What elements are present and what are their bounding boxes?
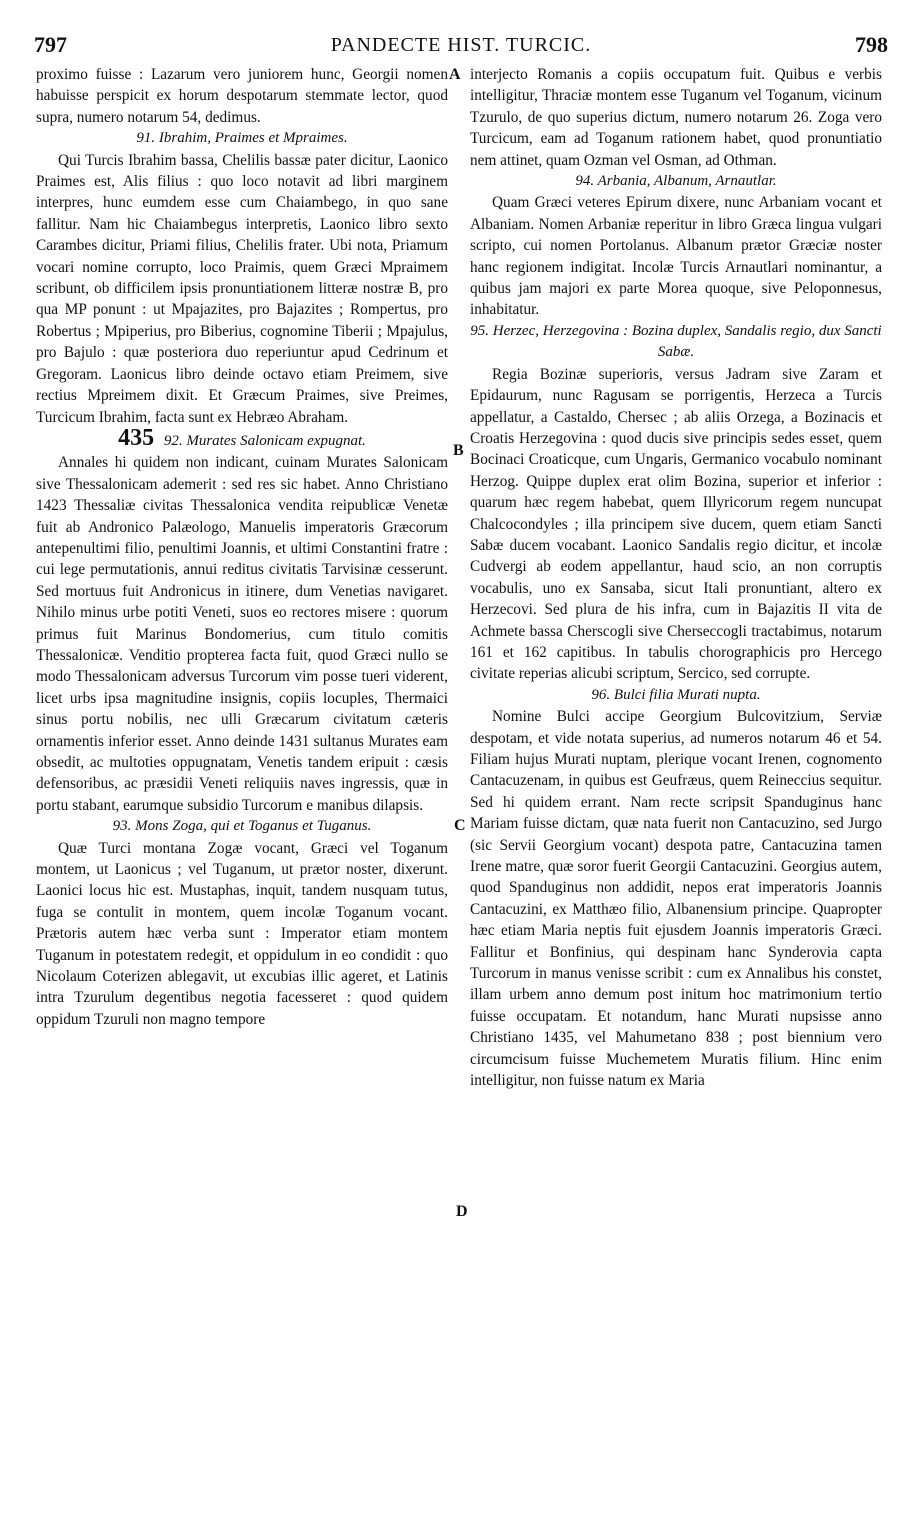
section-heading-95: 95. Herzec, Herzegovina : Bozina duplex, Sandalis regio, dux Sancti Sabæ. — [470, 322, 882, 361]
paragraph: Qui Turcis Ibrahim bassa, Chelilis bassæ pater dicitur, Laonico Praimes est, Alis filius : quo loco notavit ad libri marginem interpres, hunc eumdem esse cum Chaiambego, in quo sane fallitur. Nam hic Chaiambegus interpretis, Laonico libro sexto Carambes dicitur, Priami filius, Chelilis frater. Ubi nota, Priamum vocari nomine corrupto, loco Praimis, quem Græci Mpraimem scribunt, ob difficilem ipsis pronuntiationem litteræ nostræ B, pro qua MP ponunt : ut Mpajazites, pro Bajazites ; Rompertus, pro Robertus ; Mpiperius, pro Biberius, cognomine Tiberii ; Mpajulus, pro Bajulo : quæ posteriora duo reperiuntur apud Cedrinum et Gregoram. Laonicus libro deinde octavo etiam Preimem, sive rectius Mpreimem dixit. Et Græcum Praimes, sive Preimes, Turcicum Ibrahim, facta sunt ex Hebræo Abraham. — [36, 151, 448, 426]
margin-marker-c: C — [454, 817, 466, 834]
paragraph: Annales hi quidem non indicant, cuinam Murates Salonicam sive Thessalonicam ademerit : sed res sic habet. Anno Christiano 1423 Thessaliæ civitas Thessalonica vendita reipublicæ Venetæ fuit ab Andronico Palæologo, Manuelis imperatoris Græcorum antepenultimi filio, penultimi Joannis, et ultimi Constantini fratre : cui lege permutationis, annui reditus civitatis Tarvisinæ cesserunt. Sed mortuus fuit Andronicus in itinere, dum Venetias navigaret. Nihilo minus urbe potiti Veneti, suos eo rectores misere : quorum primus fuit Marinus Bondomerius, cum titulo comitis Thessalonicæ. Venditio propterea facta fuit, quod Græci nullo se modo Thessalonicam adversus Turcorum vim posse tueri viderent, licet urbs ipsa magnitudine insignis, copiis locuples, Thermaici sinus portu nobilis, nec ulli Græcarum civitatum cæteris ornamentis inferior esset. Anno deinde 1431 sultanus Murates eam obsedit, ac multoties oppugnatam, Venetis tandem eripuit : cæsis defensoribus, ac præsidii Veneti reliquiis naves ingressis, quæ in portu stabant, earumque subsidio Turcorum e manibus dilapsis. — [36, 454, 448, 814]
paragraph: Quæ Turci montana Zogæ vocant, Græci vel Toganum montem, ut Laonicus ; vel Tuganum, ut prætor noster, dixerunt. Laonici locus hic est. Mustaphas, inquit, tandem nusquam tutus, fuga se contulit in montem, quem incolæ Toganum vocant. Prætoris autem hæc verba sunt : Imperator etiam montem Tuganum in potestatem redegit, et oppidulum in eo condidit : quo Nicolaum Coterizen ablegavit, ut excubias illic ageret, et Latinis intra Tzurulum degentibus negotia facesseret : quod quidem oppidum Tzuruli non magno tempore — [36, 839, 448, 1028]
left-column — [36, 64, 448, 1030]
paragraph: interjecto Romanis a copiis occupatum fuit. Quibus e verbis intelligitur, Thraciæ montem esse Tuganum vel Toganum, vicinum Tzurulo, de quo superius dictum, numero notarum 26. Zoga vero Turcicum, eam ad Toganum rationem habet, quod pronuntiatio nem attinet, quam Ozman vel Osman, ad Othman. — [470, 66, 882, 169]
paragraph: proximo fuisse : Lazarum vero juniorem hunc, Georgii nomen habuisse perspicit ex horum despotarum stemmate lector, quod supra, numero notarum 54, dedimus. — [36, 66, 448, 126]
section-heading-92 — [36, 424, 448, 452]
margin-marker-b: B — [453, 442, 464, 459]
page-number-left: 797 — [34, 32, 67, 57]
section-heading-94: 94. Arbania, Albanum, Arnautlar. — [575, 173, 777, 190]
paragraph: Quam Græci veteres Epirum dixere, nunc Arbaniam vocant et Albaniam. Nomen Arbaniæ reperitur in libro Græca lingua vulgari scripto, cui nomen Portolanus. Albanum prætor Græciæ noster hanc regionem indigitat. Incolæ Turcis Arnautlari nominantur, a quibus jam majori ex parte Morea quoque, sive Peloponnesus, inhabitatur. — [470, 194, 882, 319]
margin-number: 435 — [118, 424, 155, 451]
margin-marker-a: A — [449, 66, 461, 83]
paragraph: Regia Bozinæ superioris, versus Jadram sive Zaram et Epidaurum, nunc Ragusam se porrigentis, Herzeca a Turcis appellatur, a Castaldo, Chersec ; ab aliis Orzega, a Bozinacis et Croatis Herzegovina : quod ducis sive principis sedes esset, quem Bocinaci Croaticque, cum Ungaris, Germanico vocabulo nominant Herzog. Quippe duplex erat olim Bozina, superior et inferior : quarum hæc regem habebat, quem Illyricorum regem nuncupat Chalcocondyles ; illa principem sive ducem, quem etiam Sancti Sabæ ducem vocabant. Laonico Sandalis regio dicitur, et incolæ Cudvergi ab eodem appellantur, haud scio, an non corruptis vocabulis, uno ex Sansaba, sicut Itali pronuntiant, altero ex Herzecovi. Sed plura de his infra, cum in Bajazitis II vita de Achmete bassa Cherscogli sive Cherseccogli tractabimus, notarum 161 et 162 capitibus. In tabulis chorographicis pro Hercego civitate reperias alicubi scriptum, Sercico, sed corrupte. — [470, 365, 882, 683]
section-heading-93: 93. Mons Zoga, qui et Toganus et Tuganus. — [112, 818, 372, 835]
page-header — [34, 32, 888, 62]
section-heading-92-text: 92. Murates Salonicam expugnat. — [163, 432, 366, 449]
right-column — [470, 64, 882, 1092]
page-number-right: 798 — [855, 32, 888, 57]
margin-marker-d: D — [456, 1203, 468, 1220]
paragraph: Nomine Bulci accipe Georgium Bulcovitzium, Serviæ despotam, et vide notata superius, ad numeros notarum 46 et 54. Filiam hujus Murati nuptam, plerique vocant Irenen, cognomento Cantacuzenam, in quibus est Geufræus, quem Reineccius sequitur. Sed hi quidem errant. Nam recte scripsit Spanduginus hanc Mariam fuisse dictam, quæ nata fuerit non Cantacuzino, sed Jurgo (sic Servii Georgium vocant) despota patre, Cantacuzina tamen Irene matre, quæ soror fuerit Georgii Cantacuzini. Georgius autem, quod Spanduginus non addidit, nepos erat imperatoris Joannis Cantacuzini, ex Matthæo filio, Albanensium principe. Quapropter hæc etiam Maria neptis fuit ejusdem Joannis imperatoris Græci. Fallitur et Bonfinius, qui despinam hanc Synderovia capta Turcorum in manus venisse scribit : cum ex Annalibus his constet, illam urbem anno demum post initum hoc matrimonium tertio fuisse occupatam. Et notandum, hanc Murati nupsisse anno Christiano 1435, vel Mahumetano 838 ; post biennium vero circumcisum fuisse Muchemetem Muratis filium. Hinc enim intelligitur, non fuisse natum ex Maria — [470, 708, 882, 1090]
running-title: PANDECTE HIST. TURCIC. — [330, 34, 592, 56]
section-heading-96: 96. Bulci filia Murati nupta. — [591, 686, 761, 703]
section-heading-91: 91. Ibrahim, Praimes et Mpraimes. — [136, 130, 348, 147]
